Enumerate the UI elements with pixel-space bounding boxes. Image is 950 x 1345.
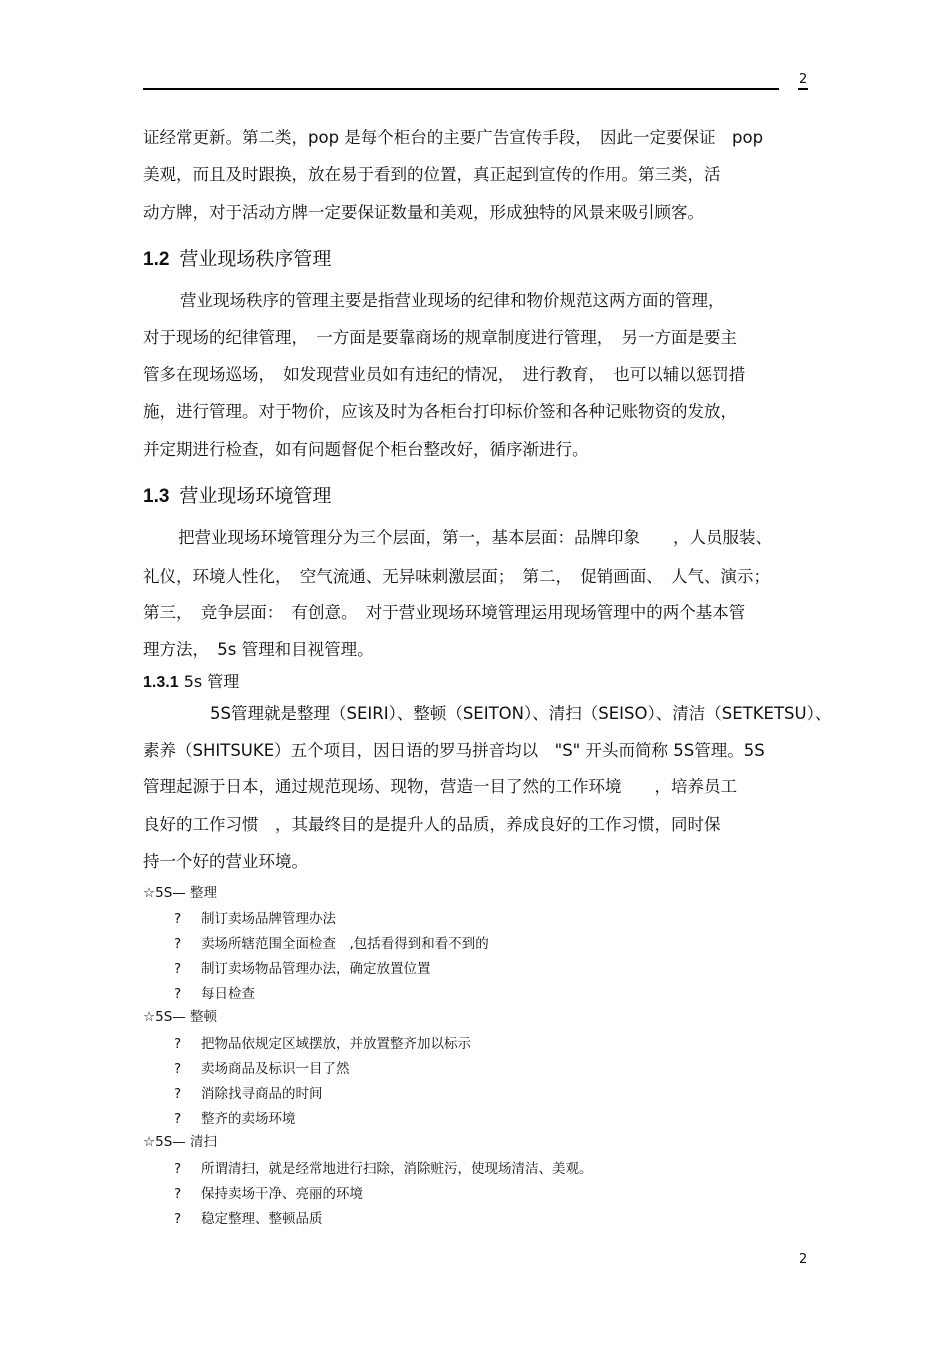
list-item: ? 制订卖场品牌管理办法 bbox=[174, 911, 336, 927]
section-1-2-heading bbox=[143, 244, 331, 271]
bullet-mark: ? bbox=[174, 1036, 182, 1052]
para1-line-2: 美观，而且及时跟换，放在易于看到的位置，真正起到宣传的作用。第三类，活 bbox=[143, 165, 721, 184]
bullet-mark: ? bbox=[174, 1186, 182, 1202]
section-1-3-heading bbox=[143, 481, 331, 508]
bullet-mark: ? bbox=[174, 936, 182, 952]
bullet-mark: ? bbox=[174, 961, 182, 977]
section-number: 1.2 bbox=[143, 249, 170, 270]
sec12-line-1: 营业现场秩序的管理主要是指营业现场的纪律和物价规范这两方面的管理， bbox=[180, 291, 725, 310]
header-page-number-underline bbox=[798, 88, 808, 90]
sec131-line-1: 5S管理就是整理（SEIRI）、整顿（SEITON）、清扫（SEISO）、清洁（SETKETSU）、 bbox=[210, 704, 832, 723]
header-rule bbox=[143, 88, 779, 90]
list-item: ? 稳定整理、整顿品质 bbox=[174, 1211, 323, 1227]
section-number: 1.3.1 bbox=[143, 674, 179, 691]
sec12-line-5: 并定期进行检查，如有问题督促个柜台整改好，循序渐进行。 bbox=[143, 440, 589, 459]
list-item: ? 保持卖场干净、亮丽的环境 bbox=[174, 1186, 363, 1202]
list-item: ? 制订卖场物品管理办法，确定放置位置 bbox=[174, 961, 431, 977]
bullet-mark: ? bbox=[174, 1111, 182, 1127]
section-title: 5s 管理 bbox=[183, 672, 240, 691]
list-item: ? 卖场所辖范围全面检查 ,包括看得到和看不到的 bbox=[174, 936, 489, 952]
bullet-mark: ? bbox=[174, 1061, 182, 1077]
sec13-line-2: 礼仪，环境人性化， 空气流通、无异味刺激层面； 第二， 促销画面、 人气、演示； bbox=[143, 567, 770, 586]
list-item: ? 整齐的卖场环境 bbox=[174, 1111, 296, 1127]
group-title-seiton: ☆5S— 整顿 bbox=[143, 1009, 218, 1025]
sec12-line-2: 对于现场的纪律管理， 一方面是要靠商场的规章制度进行管理， 另一方面是要主 bbox=[143, 328, 737, 347]
list-item: ? 所谓清扫，就是经常地进行扫除，消除赃污，使现场清洁、美观。 bbox=[174, 1161, 593, 1177]
bullet-mark: ? bbox=[174, 1211, 182, 1227]
para1-line-1: 证经常更新。第二类，pop 是每个柜台的主要广告宣传手段， 因此一定要保证 pop bbox=[143, 128, 764, 147]
list-item: ? 消除找寻商品的时间 bbox=[174, 1086, 323, 1102]
section-number: 1.3 bbox=[143, 486, 170, 507]
bullet-mark: ? bbox=[174, 986, 182, 1002]
sec13-line-4: 理方法， 5s 管理和目视管理。 bbox=[143, 640, 374, 659]
section-title: 营业现场秩序管理 bbox=[179, 248, 332, 270]
list-item: ? 每日检查 bbox=[174, 986, 255, 1002]
sec13-line-3: 第三， 竞争层面： 有创意。 对于营业现场环境管理运用现场管理中的两个基本管 bbox=[143, 603, 746, 622]
bullet-mark: ? bbox=[174, 1086, 182, 1102]
sec131-line-2: 素养（SHITSUKE）五个项目，因日语的罗马拼音均以 "S" 开头而简称 5S管理。5S bbox=[143, 741, 765, 760]
sec13-line-1: 把营业现场环境管理分为三个层面，第一，基本层面：品牌印象 ，人员服装、 bbox=[178, 528, 772, 547]
sec12-line-3: 管多在现场巡场， 如发现营业员如有违纪的情况， 进行教育， 也可以辅以惩罚措 bbox=[143, 365, 746, 384]
bullet-mark: ? bbox=[174, 911, 182, 927]
sec12-line-4: 施，进行管理。对于物价，应该及时为各柜台打印标价签和各种记账物资的发放， bbox=[143, 402, 737, 421]
footer-page-number: 2 bbox=[799, 1252, 808, 1267]
bullet-mark: ? bbox=[174, 1161, 182, 1177]
para1-line-3: 动方牌，对于活动方牌一定要保证数量和美观，形成独特的风景来吸引顾客。 bbox=[143, 203, 704, 222]
sec131-line-3: 管理起源于日本，通过规范现场、现物，营造一目了然的工作环境 ，培养员工 bbox=[143, 777, 737, 796]
header-page-number: 2 bbox=[799, 72, 808, 87]
group-title-seiri: ☆5S— 整理 bbox=[143, 885, 218, 901]
sec131-line-4: 良好的工作习惯 ，其最终目的是提升人的品质，养成良好的工作习惯，同时保 bbox=[143, 815, 721, 834]
list-item: ? 把物品依规定区域摆放，并放置整齐加以标示 bbox=[174, 1036, 471, 1052]
section-1-3-1-heading bbox=[143, 669, 239, 692]
sec131-line-5: 持一个好的营业环境。 bbox=[143, 852, 308, 871]
section-title: 营业现场环境管理 bbox=[179, 485, 332, 507]
group-title-seiso: ☆5S— 清扫 bbox=[143, 1134, 218, 1150]
list-item: ? 卖场商品及标识一目了然 bbox=[174, 1061, 350, 1077]
